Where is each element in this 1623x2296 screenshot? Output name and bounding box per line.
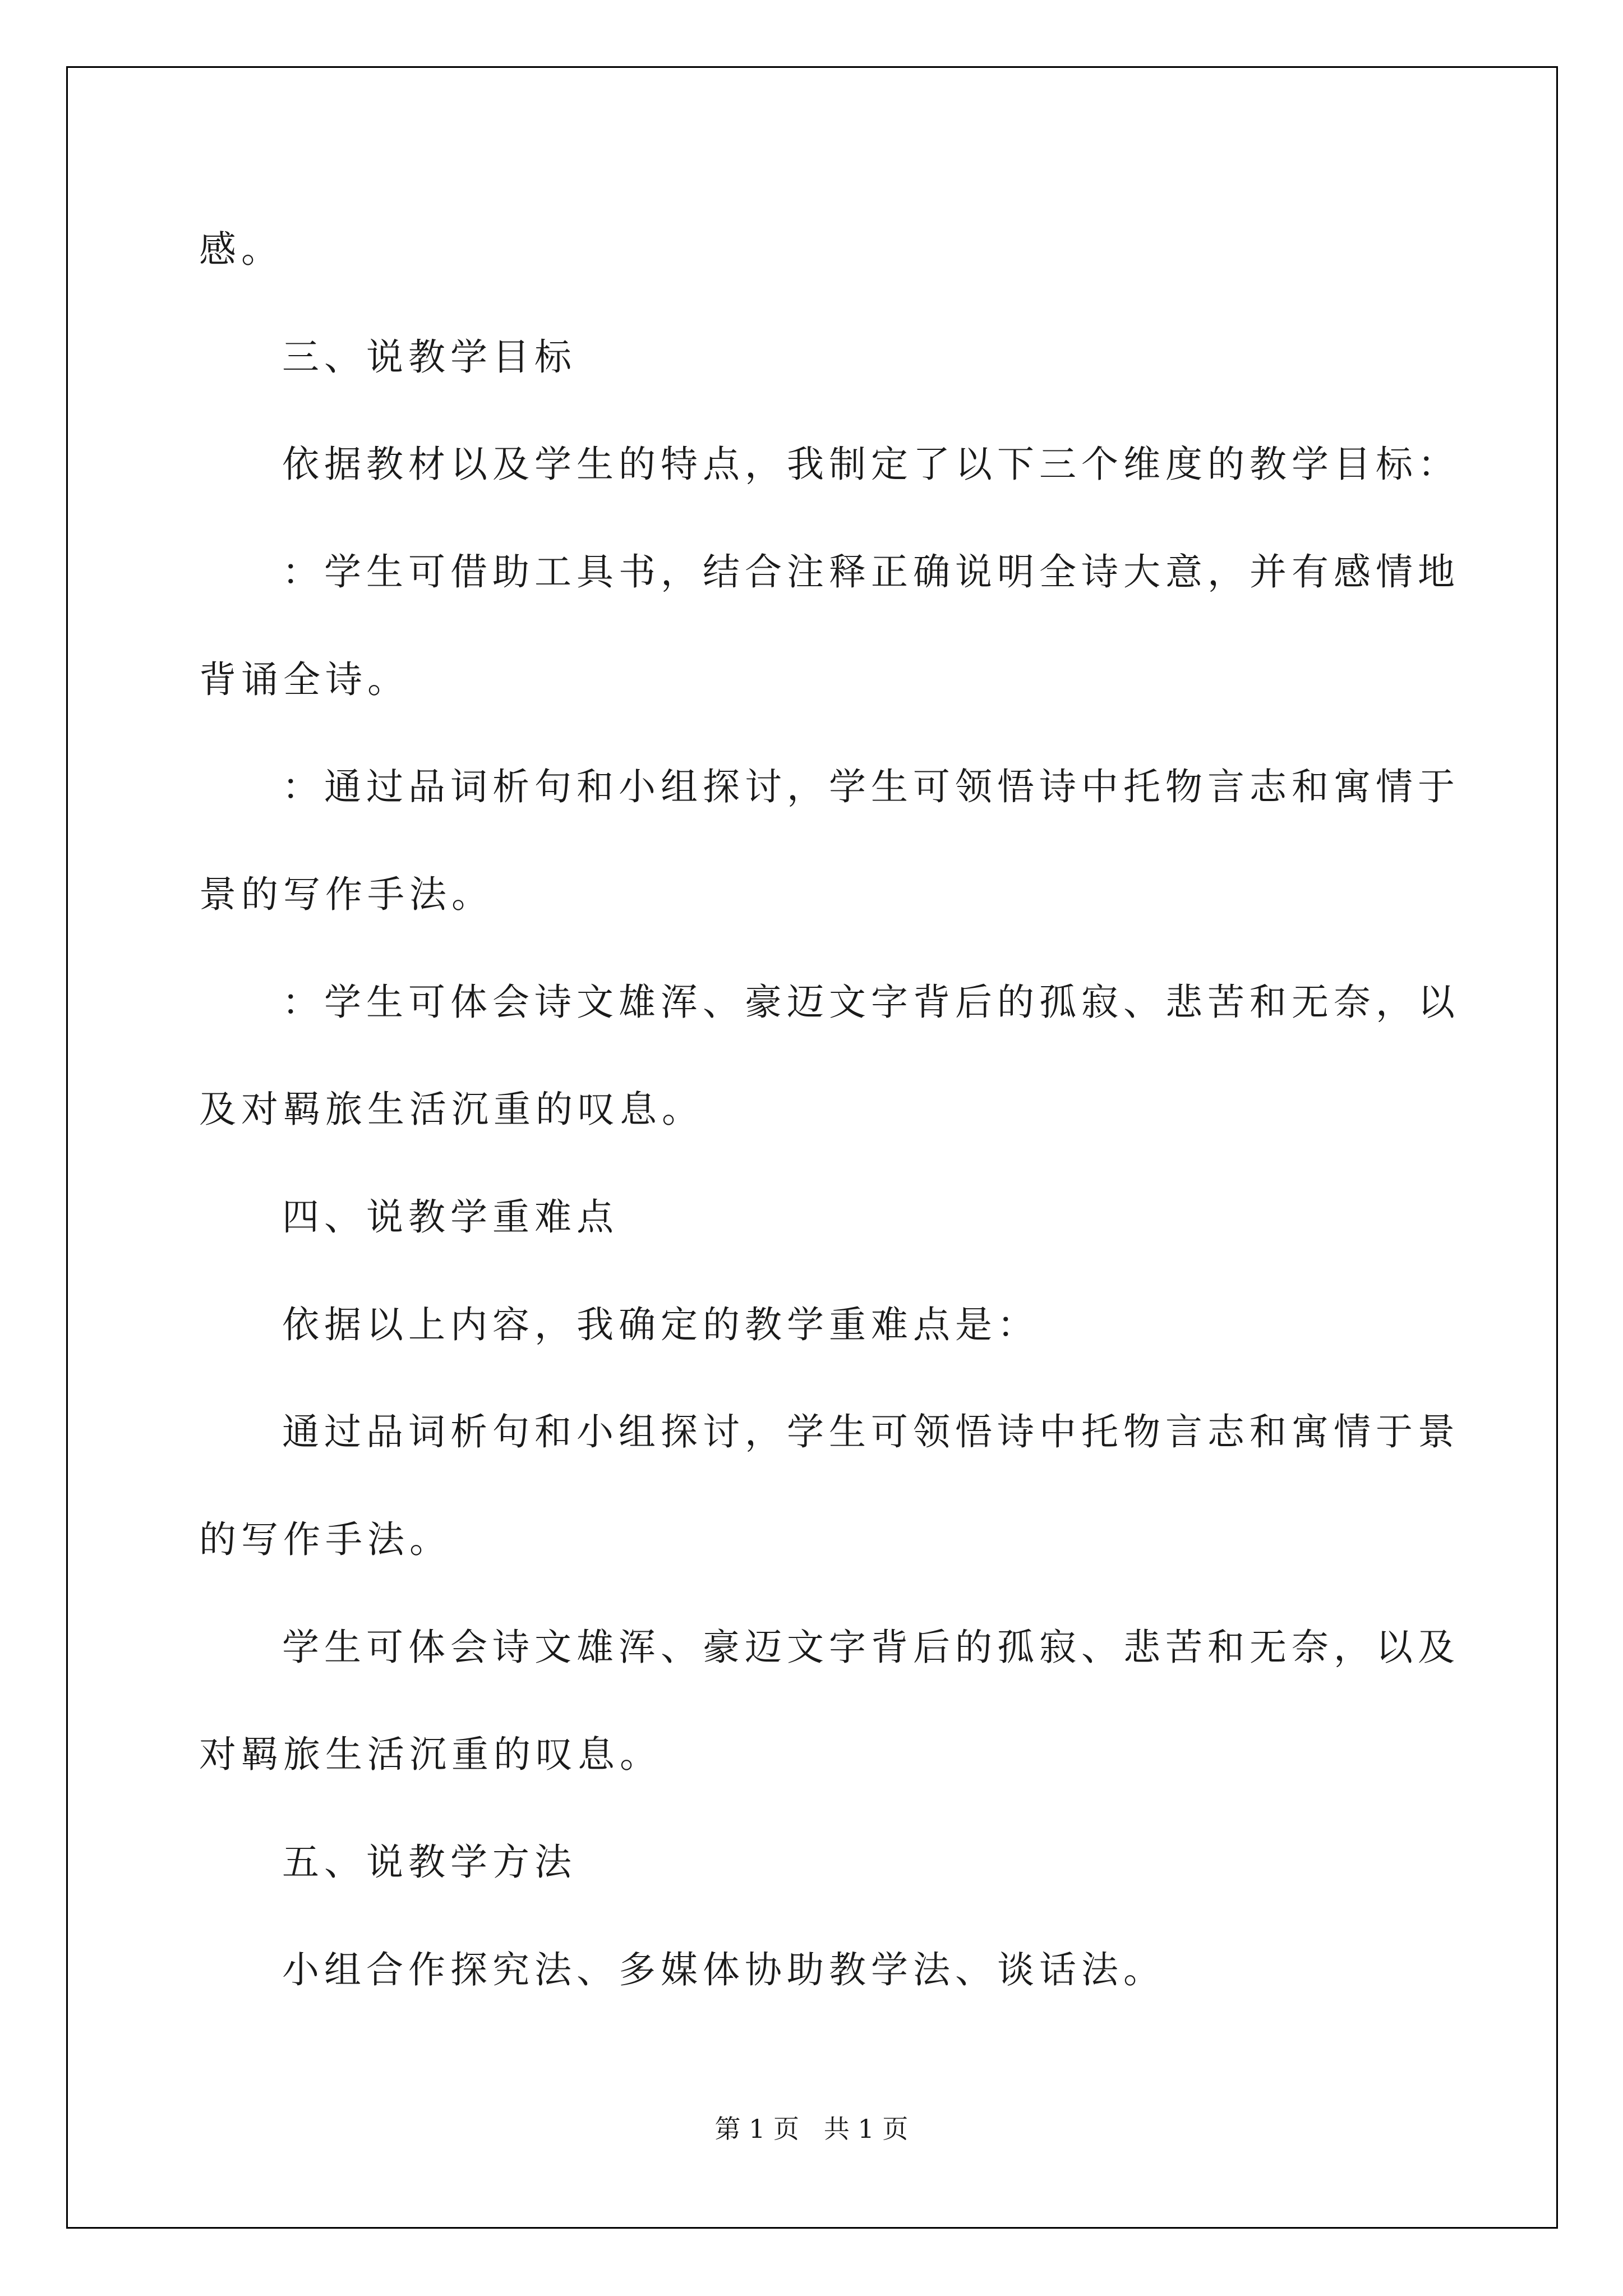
paragraph-line: ：通过品词析句和小组探讨，学生可领悟诗中托物言志和寓情于	[282, 765, 1460, 808]
paragraph-line: ：学生可借助工具书，结合注释正确说明全诗大意，并有感情地	[282, 550, 1460, 593]
section-heading: 五、说教学方法	[282, 1841, 577, 1884]
paragraph-line: 依据以上内容，我确定的教学重难点是：	[282, 1303, 1039, 1346]
paragraph-line: 对羁旅生活沉重的叹息。	[199, 1733, 662, 1776]
paragraph-line: 依据教材以及学生的特点，我制定了以下三个维度的教学目标：	[282, 443, 1460, 486]
paragraph-line: 通过品词析句和小组探讨，学生可领悟诗中托物言志和寓情于景	[282, 1410, 1460, 1453]
paragraph-line: 学生可体会诗文雄浑、豪迈文字背后的孤寂、悲苦和无奈，以及	[282, 1626, 1460, 1669]
paragraph-line: 小组合作探究法、多媒体协助教学法、谈话法。	[282, 1948, 1165, 1991]
paragraph-line: ：学生可体会诗文雄浑、豪迈文字背后的孤寂、悲苦和无奈，以	[282, 981, 1460, 1024]
section-heading: 三、说教学目标	[282, 335, 577, 379]
paragraph-line: 的写作手法。	[199, 1518, 451, 1561]
paragraph-line: 感。	[199, 228, 283, 271]
paragraph-line: 背诵全诗。	[199, 658, 409, 701]
section-heading: 四、说教学重难点	[282, 1195, 619, 1239]
page-number-footer: 第 1 页 共 1 页	[714, 2114, 909, 2144]
paragraph-line: 景的写作手法。	[199, 873, 494, 916]
paragraph-line: 及对羁旅生活沉重的叹息。	[199, 1088, 704, 1131]
